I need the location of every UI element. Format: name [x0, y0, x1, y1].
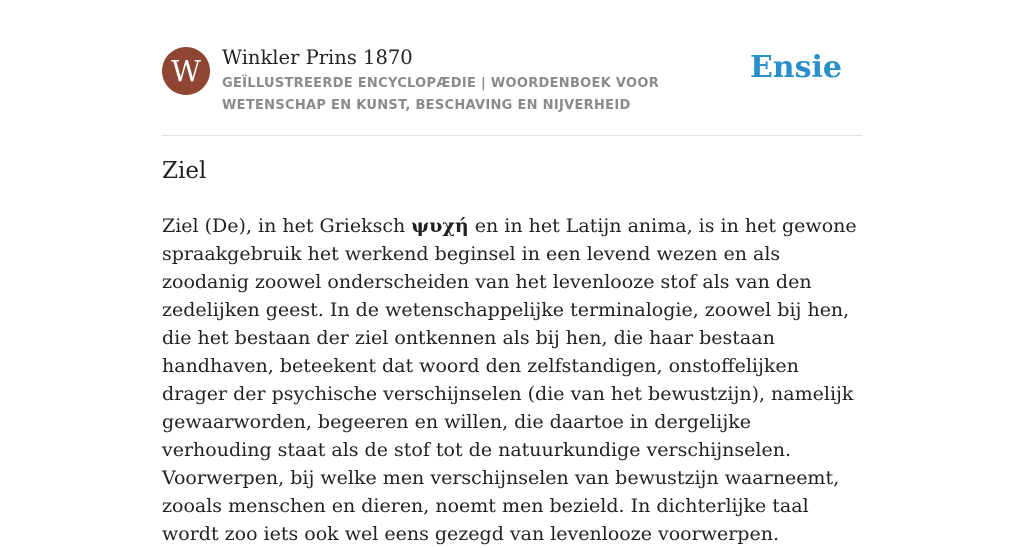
ensie-logo[interactable]: Ensie — [749, 50, 842, 85]
source-subtitle: GEÏLLUSTREERDE ENCYCLOPÆDIE | WOORDENBOEK VOOR WETENSCHAP EN KUNST, BESCHAVING EN NIJVERHEID — [222, 76, 660, 113]
greek-term: ψυχή — [411, 215, 469, 237]
source-header — [162, 46, 862, 118]
entry-body — [162, 212, 862, 548]
source-title[interactable]: Winkler Prins 1870 — [222, 46, 413, 69]
header-divider — [162, 135, 862, 136]
entry-body-text: en in het Latijn anima, is in het gewone spraakgebruik het werkend beginsel in een levend wezen en als zoodanig zoowel onderscheiden van het levenlooze stof als van den zedelijken geest. In de wetenschappelijke terminalogie, zoowel bij hen, die het bestaan der ziel ontkennen als bij hen, die haar bestaan handhaven, beteekent dat woord den zelfstandigen, onstoffelijken drager der psychische verschijnselen (die van het bewustzijn), namelijk gewaarworden, begeeren en willen, die daartoe in dergelijke verhouding staat als de stof tot de natuurkundige verschijnselen. Voorwerpen, bij welke men verschijnselen van bewustzijn waarneemt, zooals menschen en dieren, noemt men bezield. In dichterlijke taal wordt zoo iets ook wel eens gezegd van levenlooze voorwerpen. — [162, 215, 857, 545]
entry-body-intro: Ziel (De), in het Grieksch — [162, 215, 412, 237]
source-avatar[interactable]: W — [162, 47, 210, 95]
entry-title: Ziel — [162, 158, 207, 184]
